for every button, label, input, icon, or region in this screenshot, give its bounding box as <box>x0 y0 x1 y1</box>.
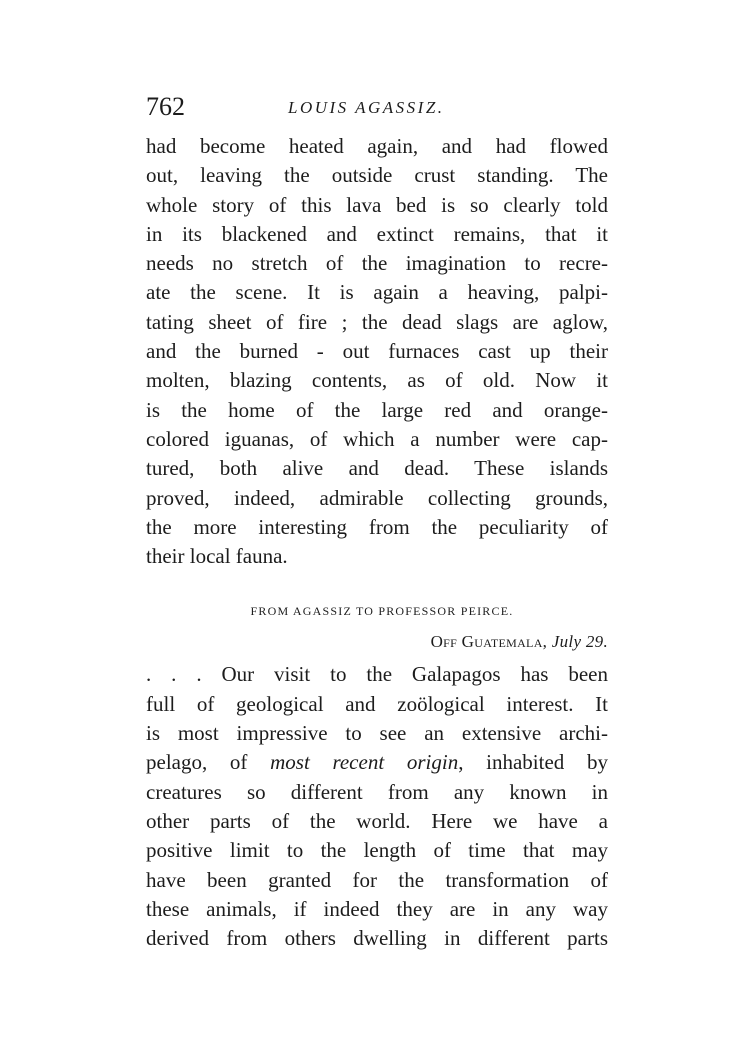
text-line: whole story of this lava bed is so clearly told <box>146 192 608 217</box>
running-head: LOUIS AGASSIZ. <box>288 98 445 117</box>
text-segment: , inhabited by <box>458 750 608 775</box>
text-line: other parts of the world. Here we have a <box>146 808 608 833</box>
text-line: ate the scene. It is again a heaving, palpi- <box>146 280 608 305</box>
text-segment: pelago, of <box>146 750 271 775</box>
letter-dateline <box>146 632 608 652</box>
text-line: out, leaving the outside crust standing. The <box>146 163 608 188</box>
text-line: is the home of the large red and orange- <box>146 397 608 422</box>
text-line: . . . Our visit to the Galapagos has been <box>146 662 608 687</box>
text-line: the more interesting from the peculiarity of <box>146 514 608 539</box>
text-line: and the burned - out furnaces cast up their <box>146 339 608 364</box>
text-line: proved, indeed, admirable collecting grounds, <box>146 485 608 510</box>
text-line: derived from others dwelling in different parts <box>146 926 608 951</box>
text-line: creatures so different from any known in <box>146 779 608 804</box>
text-line: is most impressive to see an extensive archi- <box>146 721 608 746</box>
text-line: have been granted for the transformation of <box>146 867 608 892</box>
paragraph-galapagos <box>146 660 608 953</box>
page-number: 762 <box>146 92 185 121</box>
text-line: positive limit to the length of time that may <box>146 838 608 863</box>
text-line: full of geological and zoölogical interest. It <box>146 691 608 716</box>
book-page <box>146 92 608 953</box>
text-line: their local fauna. <box>146 544 288 569</box>
letter-heading: FROM AGASSIZ TO PROFESSOR PEIRCE. <box>250 604 514 619</box>
text-line: colored iguanas, of which a number were cap- <box>146 426 608 451</box>
emphasized-phrase: most recent origin <box>270 750 459 775</box>
text-line: in its blackened and extinct remains, that it <box>146 221 608 246</box>
text-line: these animals, if indeed they are in any way <box>146 896 608 921</box>
text-line <box>146 748 608 777</box>
text-line: had become heated again, and had flowed <box>146 134 608 158</box>
text-line: tating sheet of fire ; the dead slags are aglow, <box>146 309 608 334</box>
text-line: tured, both alive and dead. These islands <box>146 456 608 481</box>
paragraph-lava-bed <box>146 132 608 571</box>
dateline-place: Off Guatemala, <box>430 632 548 652</box>
text-line: needs no stretch of the imagination to recre- <box>146 251 608 276</box>
dateline-date: July 29. <box>551 632 608 652</box>
page-header <box>146 92 608 128</box>
text-line: molten, blazing contents, as of old. Now it <box>146 368 608 393</box>
